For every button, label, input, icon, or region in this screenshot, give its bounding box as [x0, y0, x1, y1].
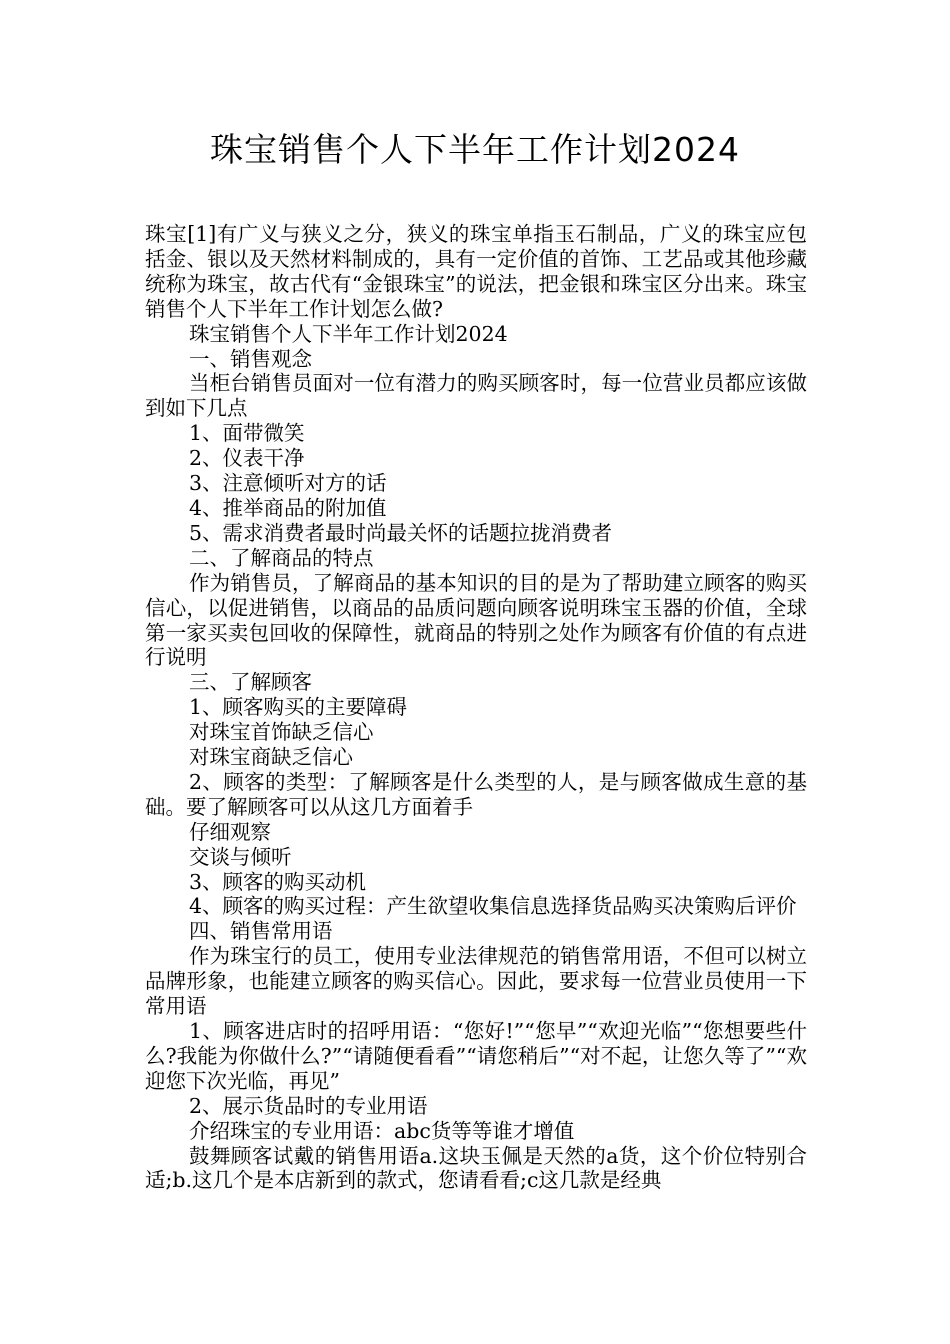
body-paragraph: 1、顾客进店时的招呼用语：“您好!”“您早”“欢迎光临”“您想要些什么?我能为你做什么?”“请随便看看”“请您稍后”“对不起，让您久等了”“欢迎您下次光临，再见”: [145, 1019, 807, 1093]
body-paragraph: 鼓舞顾客试戴的销售用语a.这块玉佩是天然的a货，这个价位特别合适;b.这几个是本店新到的款式，您请看看;c这几款是经典: [145, 1143, 807, 1193]
body-paragraph: 二、了解商品的特点: [189, 545, 374, 570]
body-paragraph: 四、销售常用语: [189, 919, 333, 944]
body-paragraph: 3、顾客的购买动机: [189, 869, 367, 894]
body-paragraph: 对珠宝首饰缺乏信心: [189, 720, 374, 745]
body-paragraph: 4、顾客的购买过程：产生欲望收集信息选择货品购买决策购后评价: [189, 894, 797, 919]
body-paragraph: 交谈与倾听: [189, 844, 292, 869]
body-paragraph: 5、需求消费者最时尚最关怀的话题拉拢消费者: [189, 520, 613, 545]
body-paragraph: 一、销售观念: [189, 346, 312, 371]
body-paragraph: 2、顾客的类型：了解顾客是什么类型的人，是与顾客做成生意的基础。要了解顾客可以从这几方面着手: [145, 769, 807, 819]
body-paragraph: 珠宝销售个人下半年工作计划2024: [189, 321, 508, 346]
body-paragraph: 1、面带微笑: [189, 421, 305, 446]
body-paragraph: 作为销售员，了解商品的基本知识的目的是为了帮助建立顾客的购买信心，以促进销售，以商品的品质问题向顾客说明珠宝玉器的价值，全球第一家买卖包回收的保障性，就商品的特别之处作为顾客有价值的有点进行说明: [145, 570, 807, 670]
body-paragraph: 2、展示货品时的专业用语: [189, 1093, 428, 1118]
document-title: 珠宝销售个人下半年工作计划2024: [210, 130, 740, 169]
body-paragraph: 2、仪表干净: [189, 446, 305, 471]
body-paragraph: 作为珠宝行的员工，使用专业法律规范的销售常用语，不但可以树立品牌形象，也能建立顾客的购买信心。因此，要求每一位营业员使用一下常用语: [145, 944, 807, 1019]
body-paragraph: 介绍珠宝的专业用语：abc货等等谁才增值: [189, 1118, 575, 1143]
body-paragraph: 1、顾客购买的主要障碍: [189, 695, 408, 720]
document-body: [145, 222, 807, 1193]
body-paragraph: 3、注意倾听对方的话: [189, 471, 387, 496]
body-paragraph: 对珠宝商缺乏信心: [189, 745, 353, 770]
body-paragraph: 4、推举商品的附加值: [189, 495, 387, 520]
body-paragraph: 珠宝[1]有广义与狭义之分，狭义的珠宝单指玉石制品，广义的珠宝应包括金、银以及天然材料制成的，具有一定价值的首饰、工艺品或其他珍藏统称为珠宝，故古代有“金银珠宝”的说法，把金银和珠宝区分出来。珠宝销售个人下半年工作计划怎么做?: [145, 222, 807, 321]
body-paragraph: 当柜台销售员面对一位有潜力的购买顾客时，每一位营业员都应该做到如下几点: [145, 371, 807, 421]
body-paragraph: 三、了解顾客: [189, 670, 312, 695]
body-paragraph: 仔细观察: [189, 819, 271, 844]
